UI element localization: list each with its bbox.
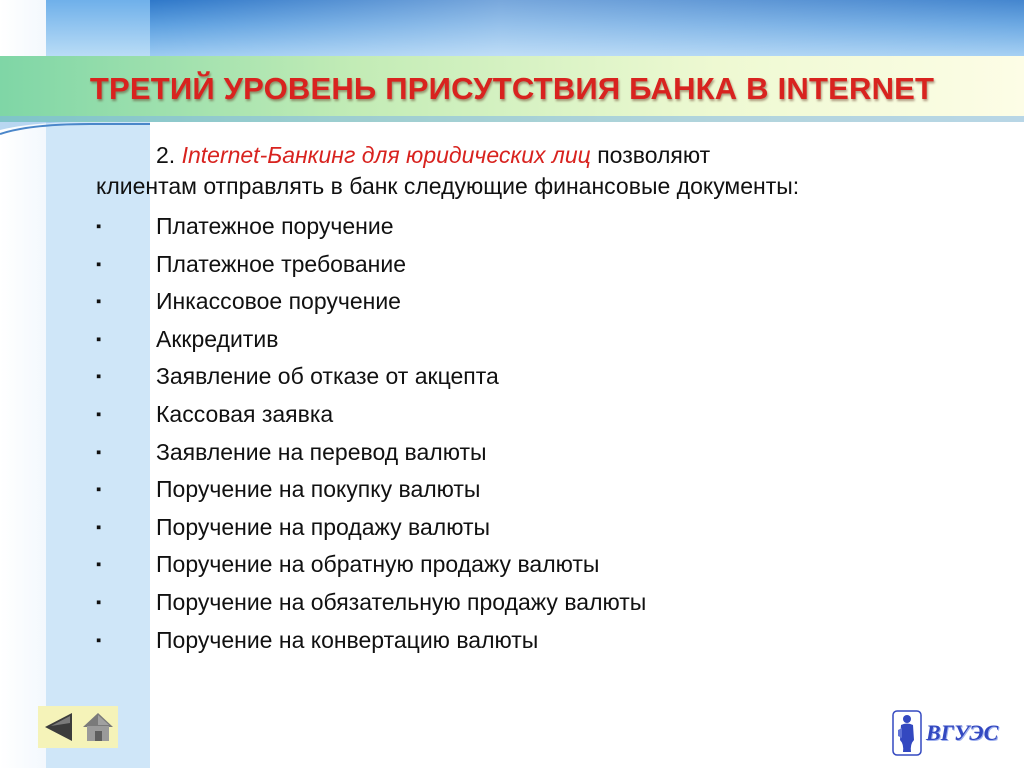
list-item (96, 396, 996, 434)
intro-highlight: Internet-Банкинг для юридических лиц (181, 142, 591, 168)
list-item-label: Поручение на продажу валюты (156, 513, 491, 540)
slide-title: ТРЕТИЙ УРОВЕНЬ ПРИСУТСТВИЯ БАНКА В INTERNET (89, 71, 935, 106)
bullet-icon: ▪ (96, 631, 102, 649)
bullet-icon: ▪ (96, 255, 102, 273)
bullet-icon: ▪ (96, 368, 102, 386)
bullet-icon: ▪ (96, 405, 102, 423)
home-icon (81, 711, 115, 743)
list-item (96, 434, 996, 472)
triangle-left-icon (41, 711, 75, 743)
left-stripe-top (46, 0, 150, 56)
list-item-label: Заявление на перевод валюты (156, 438, 487, 465)
bullet-icon: ▪ (96, 443, 102, 461)
list-item-label: Заявление об отказе от акцепта (156, 363, 499, 390)
intro-line-1 (96, 140, 996, 171)
list-item-label: Кассовая заявка (156, 400, 334, 427)
slide-content (96, 140, 996, 659)
list-item-label: Платежное требование (156, 250, 407, 277)
document-list (96, 208, 996, 659)
list-item (96, 283, 996, 321)
bullet-icon: ▪ (96, 218, 102, 235)
list-item (96, 509, 996, 547)
list-item (96, 246, 996, 284)
bullet-icon: ▪ (96, 593, 102, 611)
figure-emblem-icon (892, 710, 922, 756)
list-item (96, 622, 996, 660)
bullet-icon: ▪ (96, 330, 102, 348)
list-item-label: Поручение на обратную продажу валюты (156, 551, 600, 578)
list-item (96, 321, 996, 359)
intro-rest: позволяют (597, 142, 711, 168)
list-item-label: Поручение на покупку валюты (156, 476, 481, 503)
navigation-bar (38, 706, 118, 748)
header-gradient-band (0, 0, 1024, 56)
logo-text: ВГУЭС (926, 720, 999, 745)
list-item (96, 208, 996, 246)
bullet-icon: ▪ (96, 293, 102, 311)
bullet-icon: ▪ (96, 481, 102, 499)
back-button[interactable] (40, 709, 76, 745)
intro-number: 2. (156, 142, 176, 168)
university-logo (892, 708, 1012, 758)
list-item (96, 471, 996, 509)
bullet-icon: ▪ (96, 518, 102, 536)
header-glow (150, 0, 1024, 56)
list-item (96, 584, 996, 622)
list-item (96, 358, 996, 396)
list-item-label: Платежное поручение (156, 213, 394, 239)
intro-line-2: клиентам отправлять в банк следующие финансовые документы: (96, 173, 800, 199)
list-item-label: Аккредитив (156, 325, 279, 352)
bullet-icon: ▪ (96, 556, 102, 574)
list-item-label: Инкассовое поручение (156, 288, 401, 315)
list-item-label: Поручение на конвертацию валюты (156, 626, 539, 653)
list-item-label: Поручение на обязательную продажу валюты (156, 588, 647, 615)
list-item (96, 546, 996, 584)
home-button[interactable] (80, 709, 116, 745)
